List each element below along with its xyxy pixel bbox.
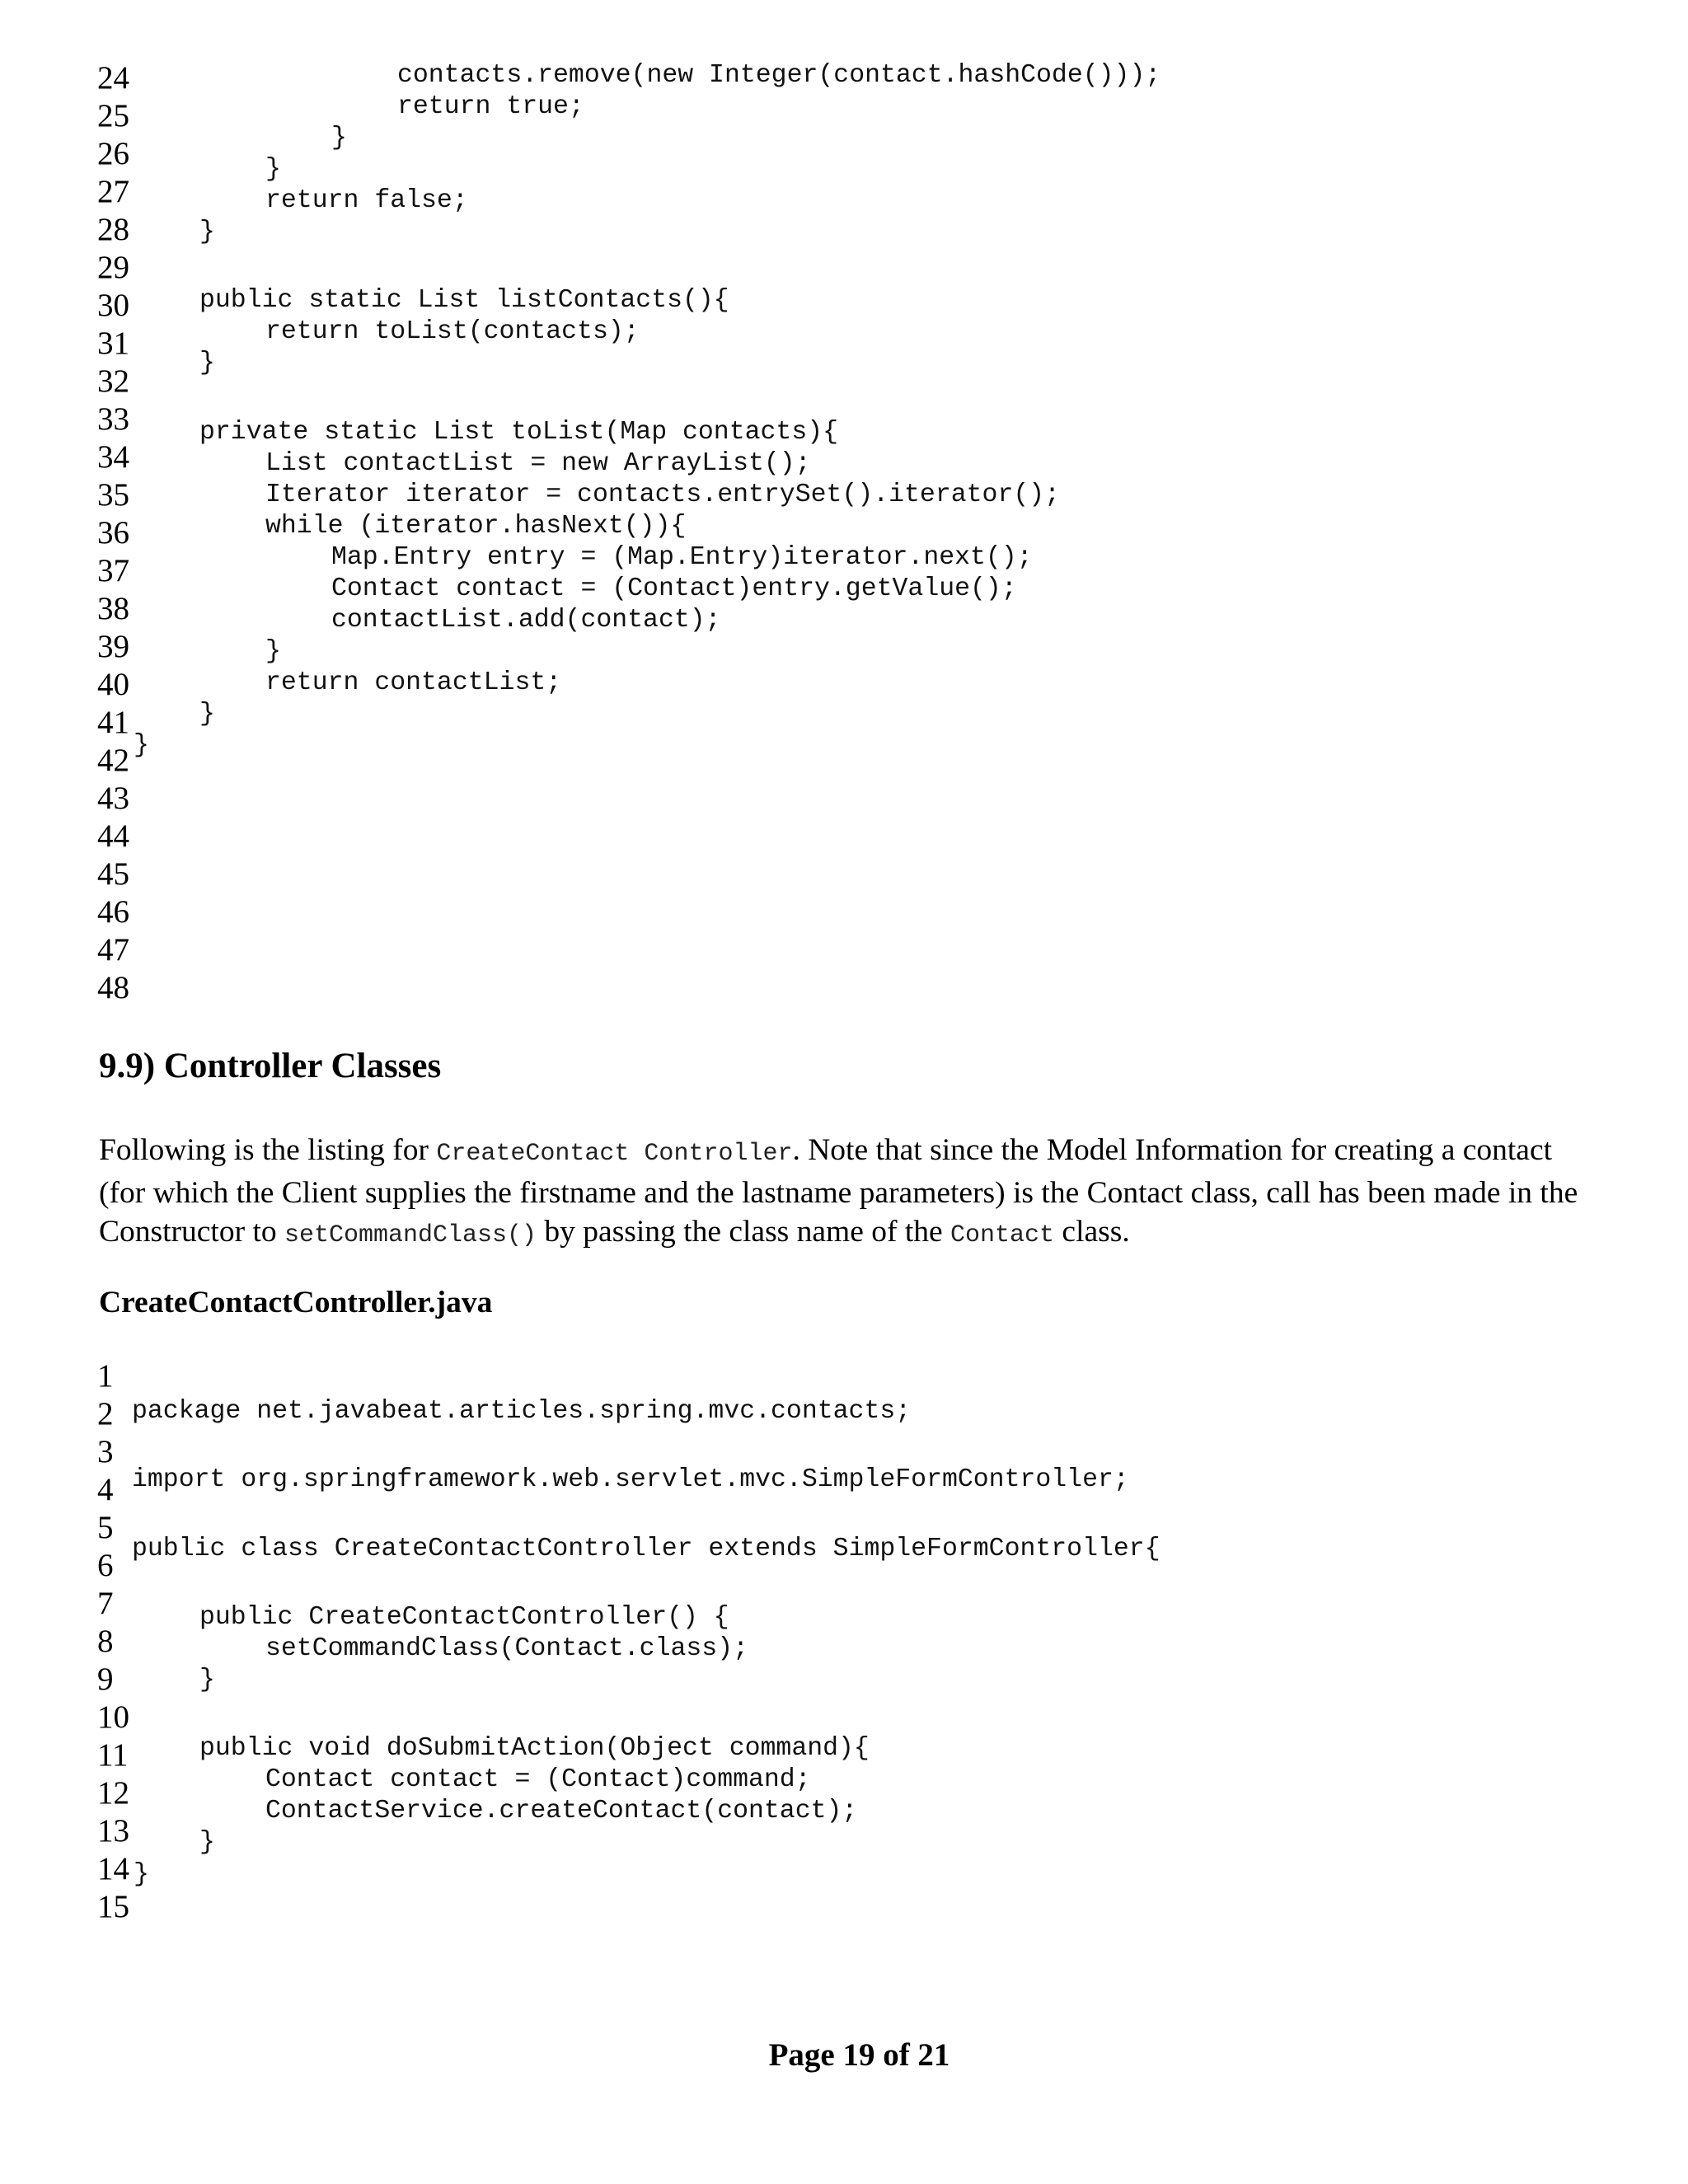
paragraph-text: class.	[1054, 1215, 1130, 1249]
code-line: contactList.add(contact);	[331, 606, 721, 635]
file-title: CreateContactController.java	[99, 1286, 493, 1319]
line-number: 41	[97, 705, 129, 740]
line-number: 42	[97, 743, 129, 778]
code-line: return contactList;	[265, 668, 562, 697]
code-line: }	[265, 155, 281, 184]
line-number: 29	[97, 250, 129, 285]
code-line: }	[199, 1828, 215, 1857]
code-line: public void doSubmitAction(Object command){	[199, 1734, 870, 1763]
paragraph-text: Following is the listing for	[99, 1133, 437, 1167]
line-number: 26	[97, 136, 129, 171]
line-number: 39	[97, 629, 129, 664]
code-line: package net.javabeat.articles.spring.mvc.contacts;	[132, 1397, 912, 1426]
code-line: }	[199, 1666, 215, 1694]
code-line: List contactList = new ArrayList();	[265, 449, 811, 478]
line-number: 28	[97, 212, 129, 247]
line-number: 8	[97, 1624, 114, 1659]
code-line: public static List listContacts(){	[199, 286, 729, 315]
code-line: return false;	[265, 186, 468, 215]
line-number: 36	[97, 515, 129, 551]
line-number: 46	[97, 894, 129, 930]
code-line: Map.Entry entry = (Map.Entry)iterator.next();	[331, 543, 1033, 572]
line-number: 1	[97, 1358, 114, 1394]
line-number: 24	[97, 60, 129, 96]
code-line: Iterator iterator = contacts.entrySet().iterator();	[265, 480, 1061, 509]
line-number: 2	[97, 1396, 114, 1432]
line-number: 6	[97, 1548, 114, 1583]
line-number: 11	[97, 1737, 129, 1773]
line-number: 12	[97, 1775, 129, 1811]
line-number: 40	[97, 667, 129, 702]
code-line: }	[199, 218, 215, 246]
line-number: 48	[97, 970, 129, 1005]
inline-code: Contact	[950, 1221, 1055, 1249]
paragraph-text: . Note that since the Model Information for creating a contact (for which the Client supplies the firstname and the lastname parameters) is the Contact class, call has been made in the Constructor to	[99, 1133, 1578, 1249]
code-line: }	[331, 124, 347, 152]
line-number: 3	[97, 1434, 114, 1469]
line-number: 43	[97, 780, 129, 816]
line-number: 34	[97, 439, 129, 475]
code-line: }	[134, 731, 149, 760]
inline-code: CreateContact Controller	[436, 1140, 793, 1168]
code-line: while (iterator.hasNext()){	[265, 512, 687, 541]
line-number: 5	[97, 1510, 114, 1545]
code-line: public class CreateContactController extends SimpleFormController{	[132, 1535, 1160, 1563]
line-number: 15	[97, 1889, 129, 1924]
line-number: 7	[97, 1586, 114, 1621]
code-line: }	[199, 700, 215, 729]
line-number: 38	[97, 591, 129, 626]
code-line: Contact contact = (Contact)entry.getValue();	[331, 574, 1017, 603]
code-line: public CreateContactController() {	[199, 1603, 729, 1632]
code-line: import org.springframework.web.servlet.mvc.SimpleFormController;	[132, 1465, 1129, 1494]
line-number: 13	[97, 1813, 129, 1849]
line-number: 44	[97, 818, 129, 854]
paragraph-text: by passing the class name of the	[537, 1215, 951, 1249]
code-line: setCommandClass(Contact.class);	[265, 1634, 748, 1663]
line-number: 35	[97, 477, 129, 513]
page-number: Page 19 of 21	[768, 2037, 950, 2073]
line-number: 47	[97, 932, 129, 968]
line-number: 31	[97, 326, 129, 361]
line-number: 25	[97, 98, 129, 134]
inline-code: setCommandClass()	[284, 1221, 537, 1249]
code-line: }	[265, 637, 281, 666]
code-line: return true;	[397, 92, 584, 121]
line-number: 9	[97, 1661, 114, 1697]
line-number: 14	[97, 1851, 129, 1886]
line-number: 10	[97, 1699, 129, 1735]
line-number: 37	[97, 553, 129, 588]
section-heading: 9.9) Controller Classes	[99, 1047, 442, 1085]
line-number: 4	[97, 1472, 114, 1507]
code-line: Contact contact = (Contact)command;	[265, 1765, 811, 1794]
code-line: private static List toList(Map contacts){	[199, 418, 839, 447]
section-paragraph	[99, 1131, 1582, 1255]
line-number: 27	[97, 174, 129, 209]
line-number: 30	[97, 288, 129, 323]
code-line: }	[199, 349, 215, 377]
line-number: 32	[97, 363, 129, 399]
line-number: 45	[97, 856, 129, 892]
code-line: ContactService.createContact(contact);	[265, 1797, 858, 1825]
code-line: return toList(contacts);	[265, 317, 640, 346]
line-number: 33	[97, 401, 129, 437]
code-line: }	[134, 1860, 149, 1889]
code-line: contacts.remove(new Integer(contact.hashCode()));	[397, 61, 1161, 90]
